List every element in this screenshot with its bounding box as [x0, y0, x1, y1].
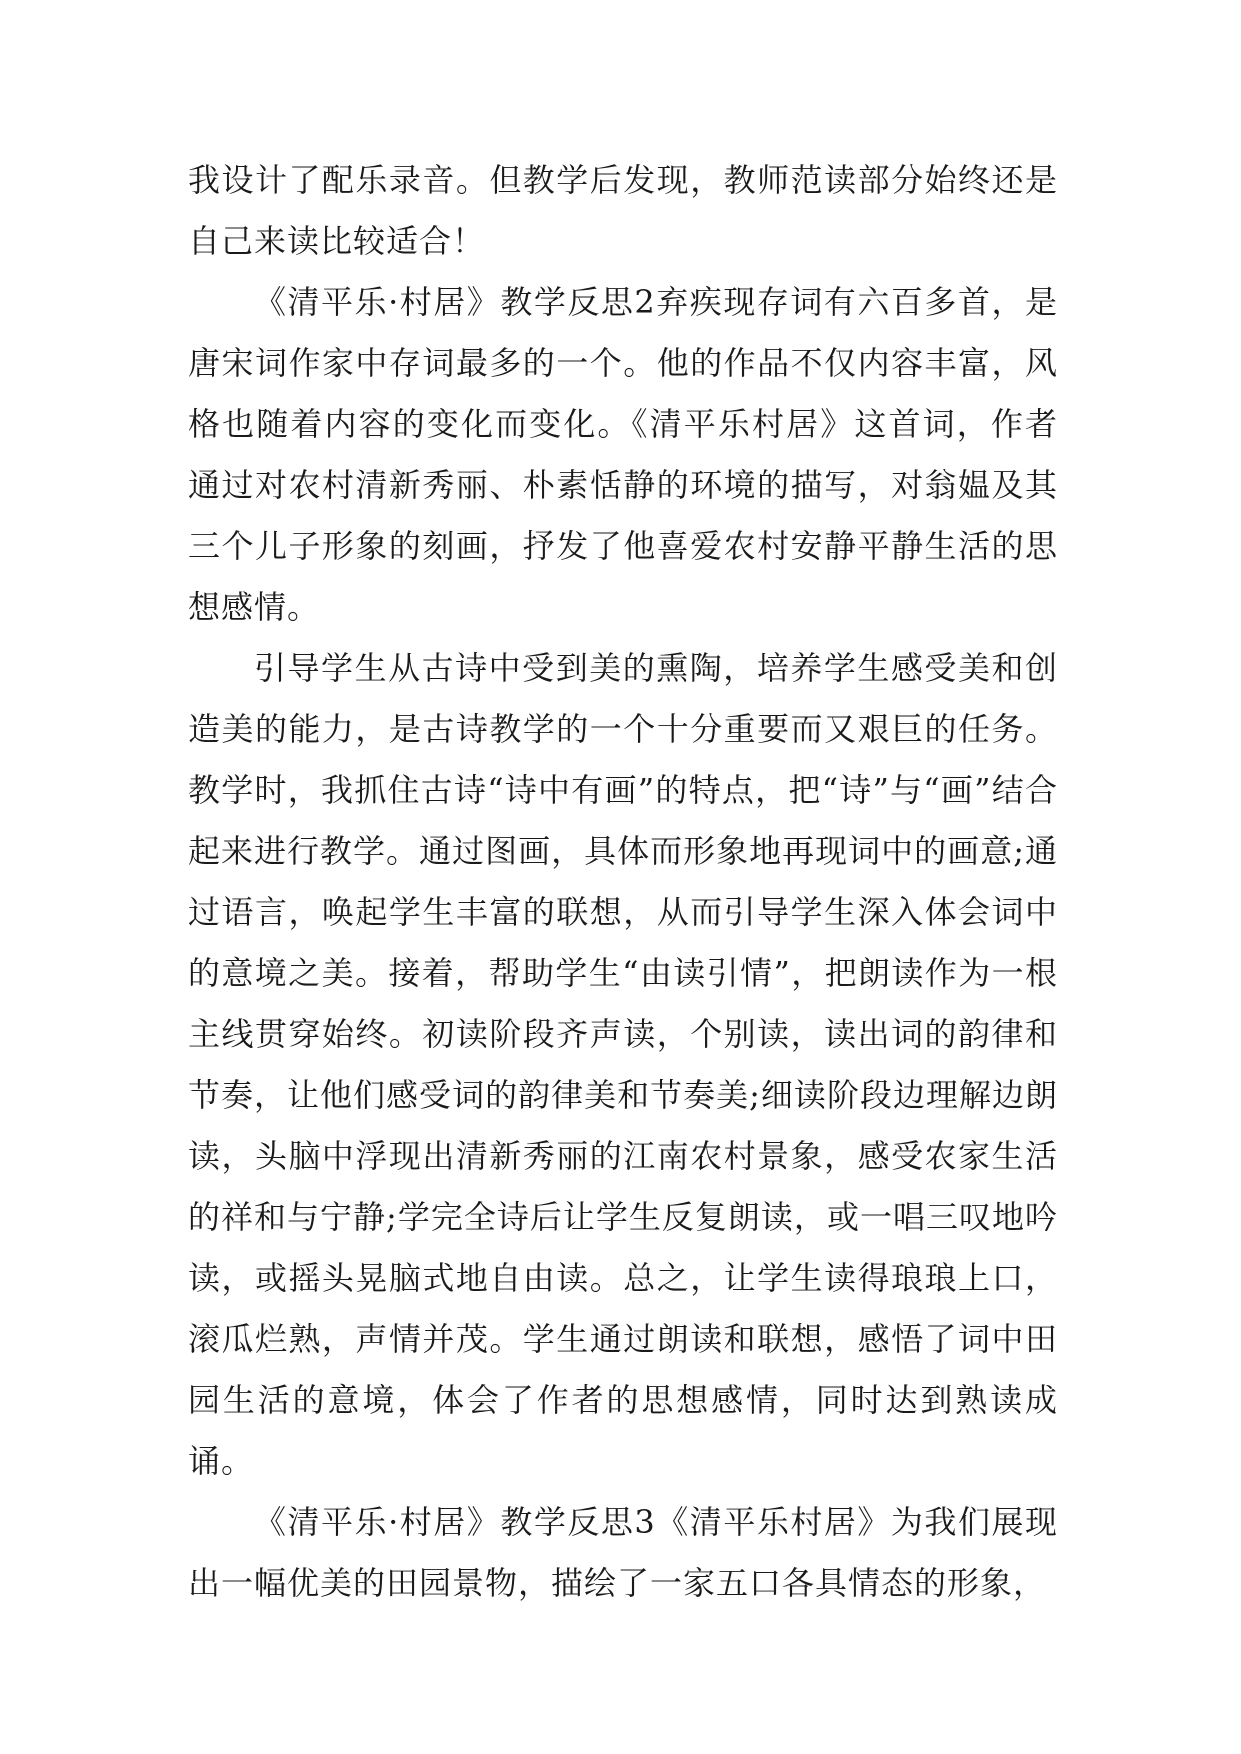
paragraph-reflection-2: 《清平乐·村居》教学反思2弃疾现存词有六百多首，是唐宋词作家中存词最多的一个。他的作品不仅内容丰富，风格也随着内容的变化而变化。《清平乐村居》这首词，作者通过对农村清新秀丽、朴素恬静的环境的描写，对翁媪及其三个儿子形象的刻画，抒发了他喜爱农村安静平静生活的思想感情。	[188, 283, 1058, 626]
document-body	[188, 150, 1058, 1614]
paragraph-reflection-3: 《清平乐·村居》教学反思3《清平乐村居》为我们展现出一幅优美的田园景物，描绘了一家五口各具情态的形象，	[188, 1503, 1058, 1602]
paragraph-teaching-method: 引导学生从古诗中受到美的熏陶，培养学生感受美和创造美的能力，是古诗教学的一个十分重要而又艰巨的任务。教学时，我抓住古诗“诗中有画”的特点，把“诗”与“画”结合起来进行教学。通过图画，具体而形象地再现词中的画意;通过语言，唤起学生丰富的联想，从而引导学生深入体会词中的意境之美。接着，帮助学生“由读引情”，把朗读作为一根主线贯穿始终。初读阶段齐声读，个别读，读出词的韵律和节奏，让他们感受词的韵律美和节奏美;细读阶段边理解边朗读，头脑中浮现出清新秀丽的江南农村景象，感受农家生活的祥和与宁静;学完全诗后让学生反复朗读，或一唱三叹地吟读，或摇头晃脑式地自由读。总之，让学生读得琅琅上口，滚瓜烂熟，声情并茂。学生通过朗读和联想，感悟了词中田园生活的意境，体会了作者的思想感情，同时达到熟读成诵。	[188, 649, 1058, 1480]
paragraph-continuation: 我设计了配乐录音。但教学后发现，教师范读部分始终还是自己来读比较适合！	[188, 161, 1058, 260]
